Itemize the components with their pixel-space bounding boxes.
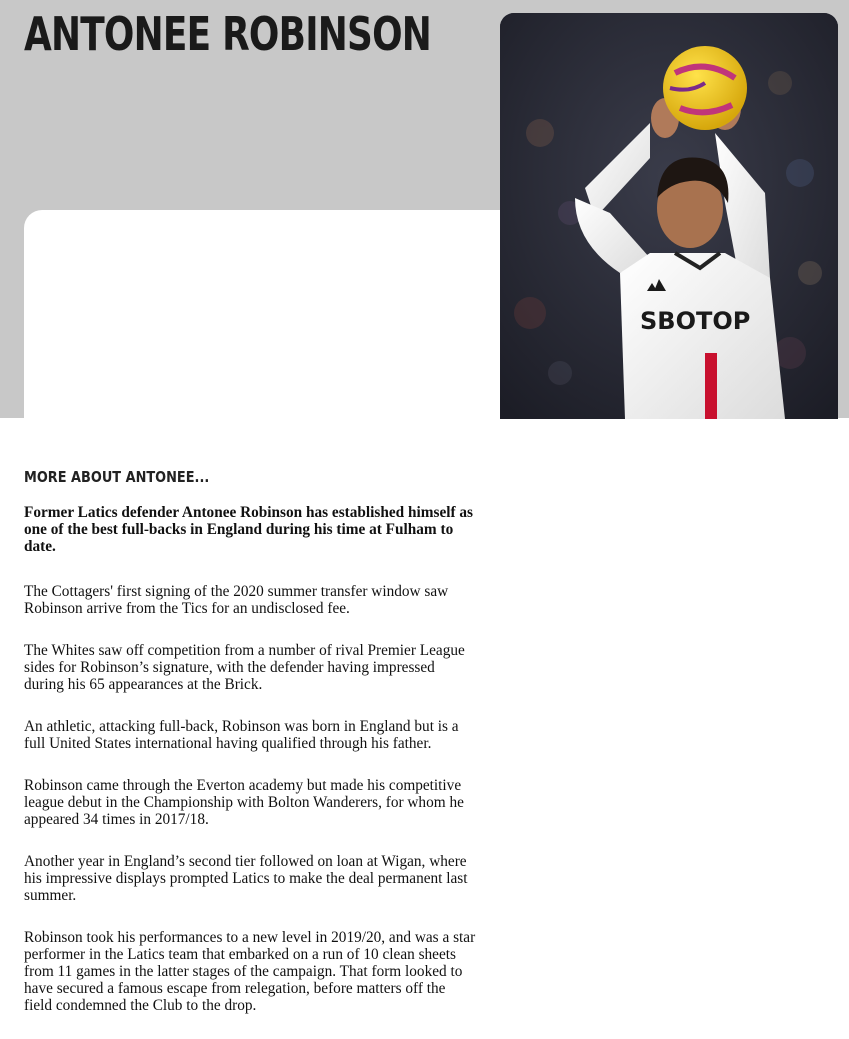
about-content [24,504,476,1039]
player-photo [500,13,838,419]
section-heading: MORE ABOUT ANTONEE... [24,468,210,486]
body-paragraph: The Cottagers' first signing of the 2020 summer transfer window saw Robinson arrive from the Tics for an undisclosed fee. [24,583,449,617]
shirt-sponsor-text: SBOTOP [640,307,751,335]
hero-card [24,210,504,424]
body-paragraph: Robinson came through the Everton academy but made his competitive league debut in the Championship with Bolton Wanderers, for whom he appeared 34 times in 2017/18. [24,777,464,828]
player-photo-illustration [500,13,838,419]
player-name-heading: ANTONEE ROBINSON [24,7,432,61]
body-paragraph: Another year in England’s second tier followed on loan at Wigan, where his impressive displays prompted Latics to make the deal permanent last summer. [24,853,468,904]
body-paragraph: An athletic, attacking full-back, Robinson was born in England but is a full United States international having qualified through his father. [24,718,459,752]
lead-paragraph: Former Latics defender Antonee Robinson has established himself as one of the best full-backs in England during his time at Fulham to date. [24,504,474,555]
body-paragraph: The Whites saw off competition from a number of rival Premier League sides for Robinson’s signature, with the defender having impressed during his 65 appearances at the Brick. [24,642,465,693]
body-paragraph: Robinson took his performances to a new level in 2019/20, and was a star performer in the Latics team that embarked on a run of 10 clean sheets from 11 games in the latter stages of the campaign. That form looked to have secured a famous escape from relegation, before matters off the field condemned the Club to the drop. [24,929,476,1014]
